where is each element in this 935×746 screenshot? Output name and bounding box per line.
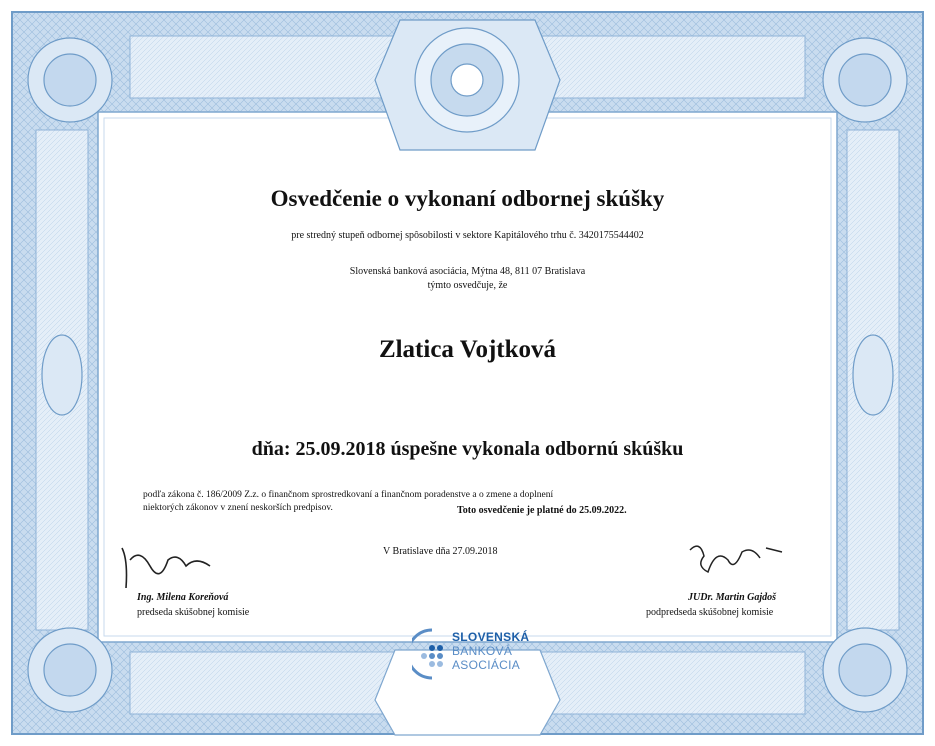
signatory-right-role: podpredseda skúšobnej komisie — [646, 607, 774, 618]
recipient-name: Zlatica Vojtková — [378, 336, 557, 363]
legal-basis-line1: podľa zákona č. 186/2009 Z.z. o finančnom sprostredkovaní a finančnom poradenstve a o zmene a doplnení — [143, 490, 554, 500]
signatory-left-name: Ing. Milena Koreňová — [137, 592, 229, 603]
certificate-subtitle: pre stredný stupeň odbornej spôsobilosti v sektore Kapitálového trhu č. 3420175544402 — [291, 230, 644, 241]
logo-mark-icon — [412, 628, 452, 680]
logo-text-line1: SLOVENSKÁ — [452, 630, 530, 644]
place-and-date: V Bratislave dňa 27.09.2018 — [383, 546, 498, 557]
issuer-address: Slovenská banková asociácia, Mýtna 48, 811 07 Bratislava — [349, 266, 586, 277]
association-logo — [410, 622, 534, 686]
exam-result: dňa: 25.09.2018 úspešne vykonala odbornú skúšku — [251, 438, 684, 460]
logo-text-line2: BANKOVÁ — [452, 644, 513, 658]
signatory-left-role: predseda skúšobnej komisie — [137, 607, 250, 618]
signatory-right-name: JUDr. Martin Gajdoš — [688, 592, 777, 603]
certificate-title: Osvedčenie o vykonaní odbornej skúšky — [270, 186, 665, 211]
issuer-statement: týmto osvedčuje, že — [427, 280, 508, 291]
logo-text-line3: ASOCIÁCIA — [452, 658, 521, 672]
validity-statement: Toto osvedčenie je platné do 25.09.2022. — [457, 505, 627, 516]
legal-basis-line2: niektorých zákonov v znení neskorších predpisov. — [143, 503, 333, 513]
